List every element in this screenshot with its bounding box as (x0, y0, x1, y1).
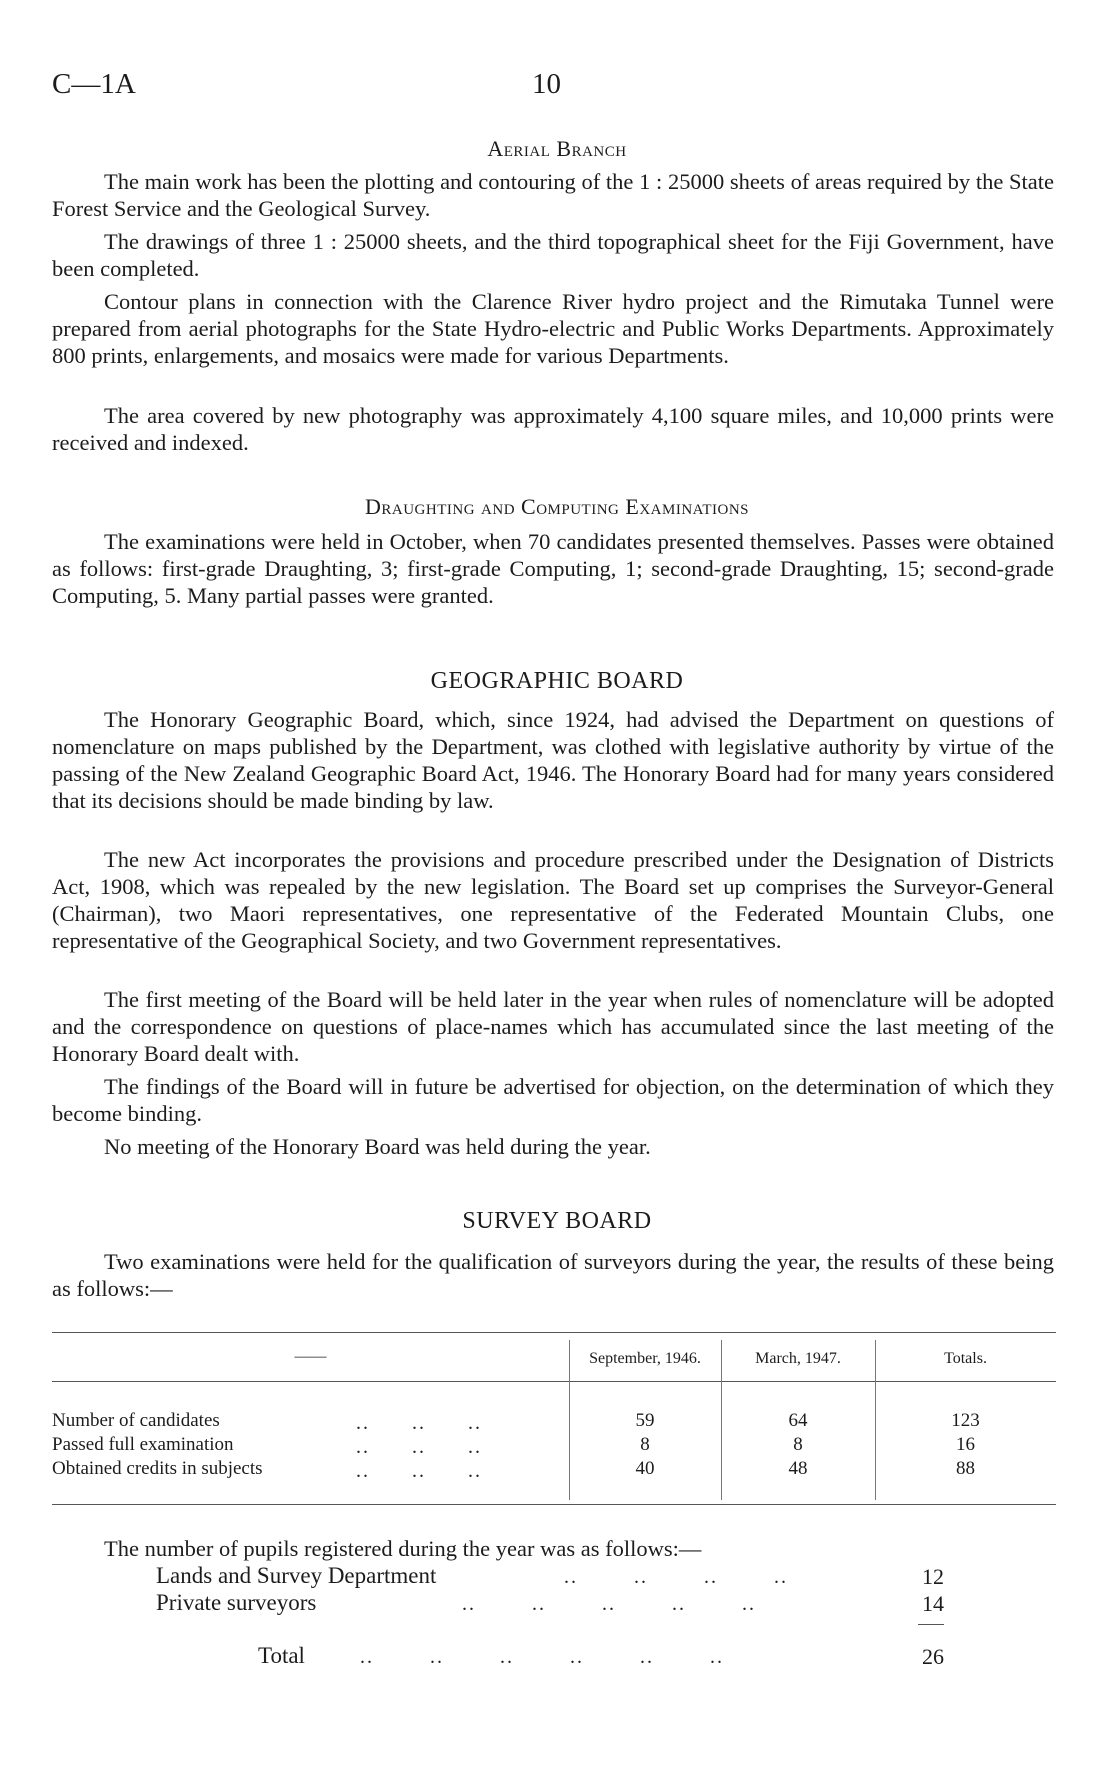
leader-dots: .. .. .. (356, 1412, 482, 1434)
leader-dots: .. .. .. (356, 1460, 482, 1482)
pupil-label: Private surveyors (156, 1590, 317, 1615)
table-bottom-rule (52, 1504, 1056, 1505)
aerial-paragraph-4: The area covered by new photography was approximately 4,100 square miles, and 10,000 prints were received and indexed. (52, 403, 1054, 455)
survey-paragraph: Two examinations were held for the qualification of surveyors during the year, the results of these being as follows:— (52, 1249, 1054, 1301)
geographic-paragraph-2: The new Act incorporates the provisions and procedure prescribed under the Designation of Districts Act, 1908, which was repealed by the new legislation. The Board set up comprises the Surveyor-General (Chairman), two Maori representatives, one representative of the Federated Mountain Clubs, one representative of the Geographical Society, and two Government representatives. (52, 847, 1054, 953)
column-header-march: March, 1947. (755, 1350, 841, 1367)
march-value: 48 (788, 1458, 808, 1479)
row-label: Number of candidates (52, 1410, 220, 1431)
survey-board-heading: SURVEY BOARD (462, 1208, 652, 1234)
table-top-rule (52, 1332, 1056, 1333)
column-header-totals: Totals. (944, 1350, 987, 1367)
total-pupils-value: 26 (922, 1644, 944, 1669)
geographic-paragraph-3: The first meeting of the Board will be held later in the year when rules of nomenclature will be adopted and the correspondence on questions of place-names which has accumulated since the last meeting of the Honorary Board dealt with. (52, 987, 1054, 1066)
row-label: Passed full examination (52, 1434, 234, 1455)
total-label: Total (258, 1643, 305, 1668)
leader-dots: .. .. .. .. .. (462, 1593, 756, 1615)
aerial-branch-heading: Aerial Branch (487, 136, 627, 161)
aerial-paragraph-1: The main work has been the plotting and contouring of the 1 : 25000 sheets of areas required by the State Forest Service and the Geological Survey. (52, 169, 1054, 221)
geographic-paragraph-5: No meeting of the Honorary Board was held during the year. (104, 1134, 651, 1159)
leader-dots: .. .. .. .. .. .. (360, 1646, 724, 1668)
draughting-paragraph: The examinations were held in October, when 70 candidates presented themselves. Passes were obtained as follows: first-grade Draughting, 3; first-grade Computing, 1; second-grade Draughting, 15; second-grade Computing, 5. Many partial passes were granted. (52, 529, 1054, 608)
aerial-paragraph-3: Contour plans in connection with the Clarence River hydro project and the Rimutaka Tunnel were prepared from aerial photographs for the State Hydro-electric and Public Works Departments. Approximately 800 prints, enlargements, and mosaics were made for various Departments. (52, 289, 1054, 368)
page-number: 10 (532, 68, 561, 100)
september-value: 40 (635, 1458, 655, 1479)
row-label: Obtained credits in subjects (52, 1458, 263, 1479)
geographic-paragraph-1: The Honorary Geographic Board, which, since 1924, had advised the Department on questions of nomenclature on maps published by the Department, was clothed with legislative authority by virtue of the passing of the New Zealand Geographic Board Act, 1946. The Honorary Board had for many years considered that its decisions should be made binding by law. (52, 707, 1054, 813)
pupil-value: 12 (922, 1564, 944, 1589)
pupil-value: 14 (922, 1591, 944, 1616)
draughting-heading: Draughting and Computing Examinations (365, 494, 749, 519)
march-value: 8 (793, 1434, 803, 1455)
total-value: 123 (951, 1410, 980, 1431)
aerial-paragraph-2: The drawings of three 1 : 25000 sheets, and the third topographical sheet for the Fiji Government, have been completed. (52, 229, 1054, 281)
column-header-september: September, 1946. (589, 1350, 701, 1367)
pupil-label: Lands and Survey Department (156, 1563, 437, 1588)
geographic-board-heading: GEOGRAPHIC BOARD (430, 668, 684, 694)
march-value: 64 (788, 1410, 808, 1431)
leader-dots: .. .. .. .. (564, 1566, 788, 1588)
geographic-paragraph-4: The findings of the Board will in future be advertised for objection, on the determination of which they become binding. (52, 1074, 1054, 1126)
total-value: 88 (956, 1458, 975, 1479)
sum-rule (918, 1624, 944, 1625)
leader-dots: .. .. .. (356, 1436, 482, 1458)
september-value: 8 (640, 1434, 650, 1455)
pupils-intro: The number of pupils registered during the year was as follows:— (104, 1536, 702, 1561)
total-value: 16 (956, 1434, 975, 1455)
table-header-rule (52, 1381, 1056, 1382)
series-code: C—1A (52, 68, 136, 100)
table-stub-header: —— (294, 1348, 327, 1365)
september-value: 59 (635, 1410, 655, 1431)
